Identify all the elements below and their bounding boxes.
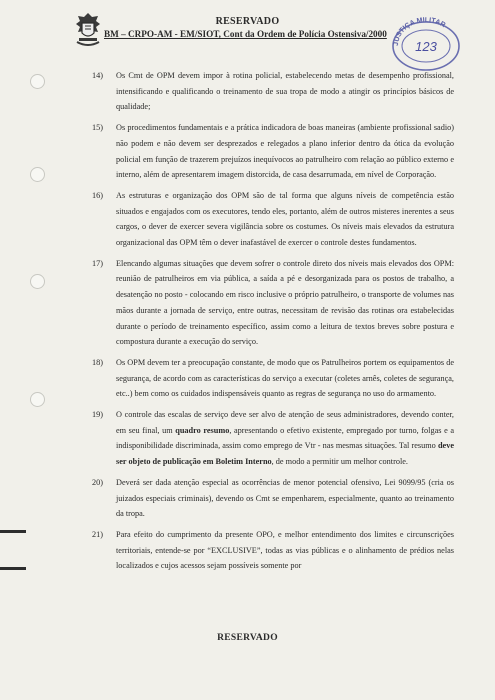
paragraph-emphasis: deve ser objeto de publicação em Boletim Interno <box>116 441 454 467</box>
stamp-text: JUSTIÇA MILITAR <box>392 16 447 47</box>
paragraph-number: 16) <box>92 190 103 200</box>
paragraph-21 <box>92 527 454 574</box>
paragraph-number: 17) <box>92 258 103 268</box>
paragraph-text: Elencando algumas situações que devem sofrer o controle direto dos níveis mais elevados dos OPM: reunião de patrulheiros em via pública, a saída a pé e desorganizada para os postos de trabalho, a desatenção no posto - colocando em risco inclusive o próprio patrulheiro, o transporte de volumes nas mãos durante a jornada de serviço, entre outras, necessitam de revisão das rotinas ora estabelecidas durante o período de treinamento específico, assim como a leitura de textos breves sobre postura e compostura durante a execução do serviço. <box>116 258 454 347</box>
paragraph-15 <box>92 120 454 183</box>
paragraph-text: Deverá ser dada atenção especial as ocorrências de menor potencial ofensivo, Lei 9099/95 (cria os juizados especiais criminais), devendo os Cmt se empenharem, especialmente, quanto ao treinamento da tropa. <box>116 477 454 519</box>
header-subtitle: BM – CRPO-AM - EM/SIOT, Cont da Ordem de Polícia Ostensiva/2000 <box>104 29 387 39</box>
paragraph-emphasis: quadro resumo <box>175 425 230 435</box>
paragraph-18 <box>92 355 454 402</box>
punch-hole <box>30 274 45 289</box>
paragraph-number: 15) <box>92 123 103 133</box>
paragraph-20 <box>92 475 454 522</box>
paragraph-text: , apresentando o efetivo existente, empregado por turno, folgas e a indisponibilidade discriminada, assim como emprego de Vtr - nas mesmas situações. Tal resumo <box>116 425 455 451</box>
paragraph-17 <box>92 256 454 350</box>
official-stamp <box>386 12 466 72</box>
punch-hole <box>30 167 45 182</box>
scan-mark <box>0 567 26 570</box>
paragraph-number: 21) <box>92 529 103 539</box>
paragraph-number: 18) <box>92 357 103 367</box>
paragraph-19 <box>92 407 454 470</box>
punch-hole <box>30 74 45 89</box>
paragraph-text: O controle das escalas de serviço deve ser alvo de atenção de seus administradores, devendo conter, em seu final, um <box>116 410 454 435</box>
paragraph-number: 14) <box>92 71 103 80</box>
punch-hole <box>30 392 45 407</box>
paragraph-number: 19) <box>92 410 103 420</box>
document-body <box>92 68 454 579</box>
paragraph-text: Os Cmt de OPM devem impor à rotina policial, estabelecendo metas de desempenho profissional, intensificando e qualificando o treinamento de sua tropa de modo a atingir os princípios básicos de qualidade; <box>116 71 454 112</box>
paragraph-14 <box>92 68 454 115</box>
paragraph-text: , de modo a permitir um melhor controle. <box>271 457 408 467</box>
footer-classification: RESERVADO <box>217 633 278 643</box>
paragraph-text: Os OPM devem ter a preocupação constante, de modo que os Patrulheiros portem os equipamentos de segurança, de acordo com as características do serviço a executar (coletes arnês, coletes de segurança, etc..) bem como os cuidados indispensáveis quanto as regras de segurança no uso do armamento. <box>116 357 454 399</box>
paragraph-text: Os procedimentos fundamentais e a prática indicadora de boas maneiras (ambiente profissional sadio) não podem e não devem ser desprezados e relegados a plano inferior dentro da ótica da evolução policial em função de trazerem prejuízos inequívocos ao patrulheiro com relação ao público externo e interno, além de apresentarem imagem distorcida, de casa desarrumada, em nível de Corporação. <box>116 123 454 180</box>
stamp-number: 123 <box>415 39 437 54</box>
paragraph-16 <box>92 188 454 251</box>
scan-mark <box>0 530 26 533</box>
paragraph-text: As estruturas e organização dos OPM são de tal forma que alguns níveis de competência estão situados e engajados com os executores, tendo eles, portanto, além de outros misteres inerentes a seus cargos, o dever de exercer severa vigilância sobre os costumes. Os níveis mais elevados da estrutura organizacional das OPM têm o dever inafastável de exercer o controle destes fundamentos. <box>116 190 454 248</box>
paragraph-number: 20) <box>92 477 103 487</box>
paragraph-text: Para efeito do cumprimento da presente OPO, e melhor entendimento dos limites e circunscrições territoriais, entende-se por “EXCLUSIVE”, todas as vias públicas e o alinhamento de prédios nelas localizados e cujos acessos sejam possíveis somente por <box>116 529 454 571</box>
header-classification: RESERVADO <box>215 16 280 27</box>
